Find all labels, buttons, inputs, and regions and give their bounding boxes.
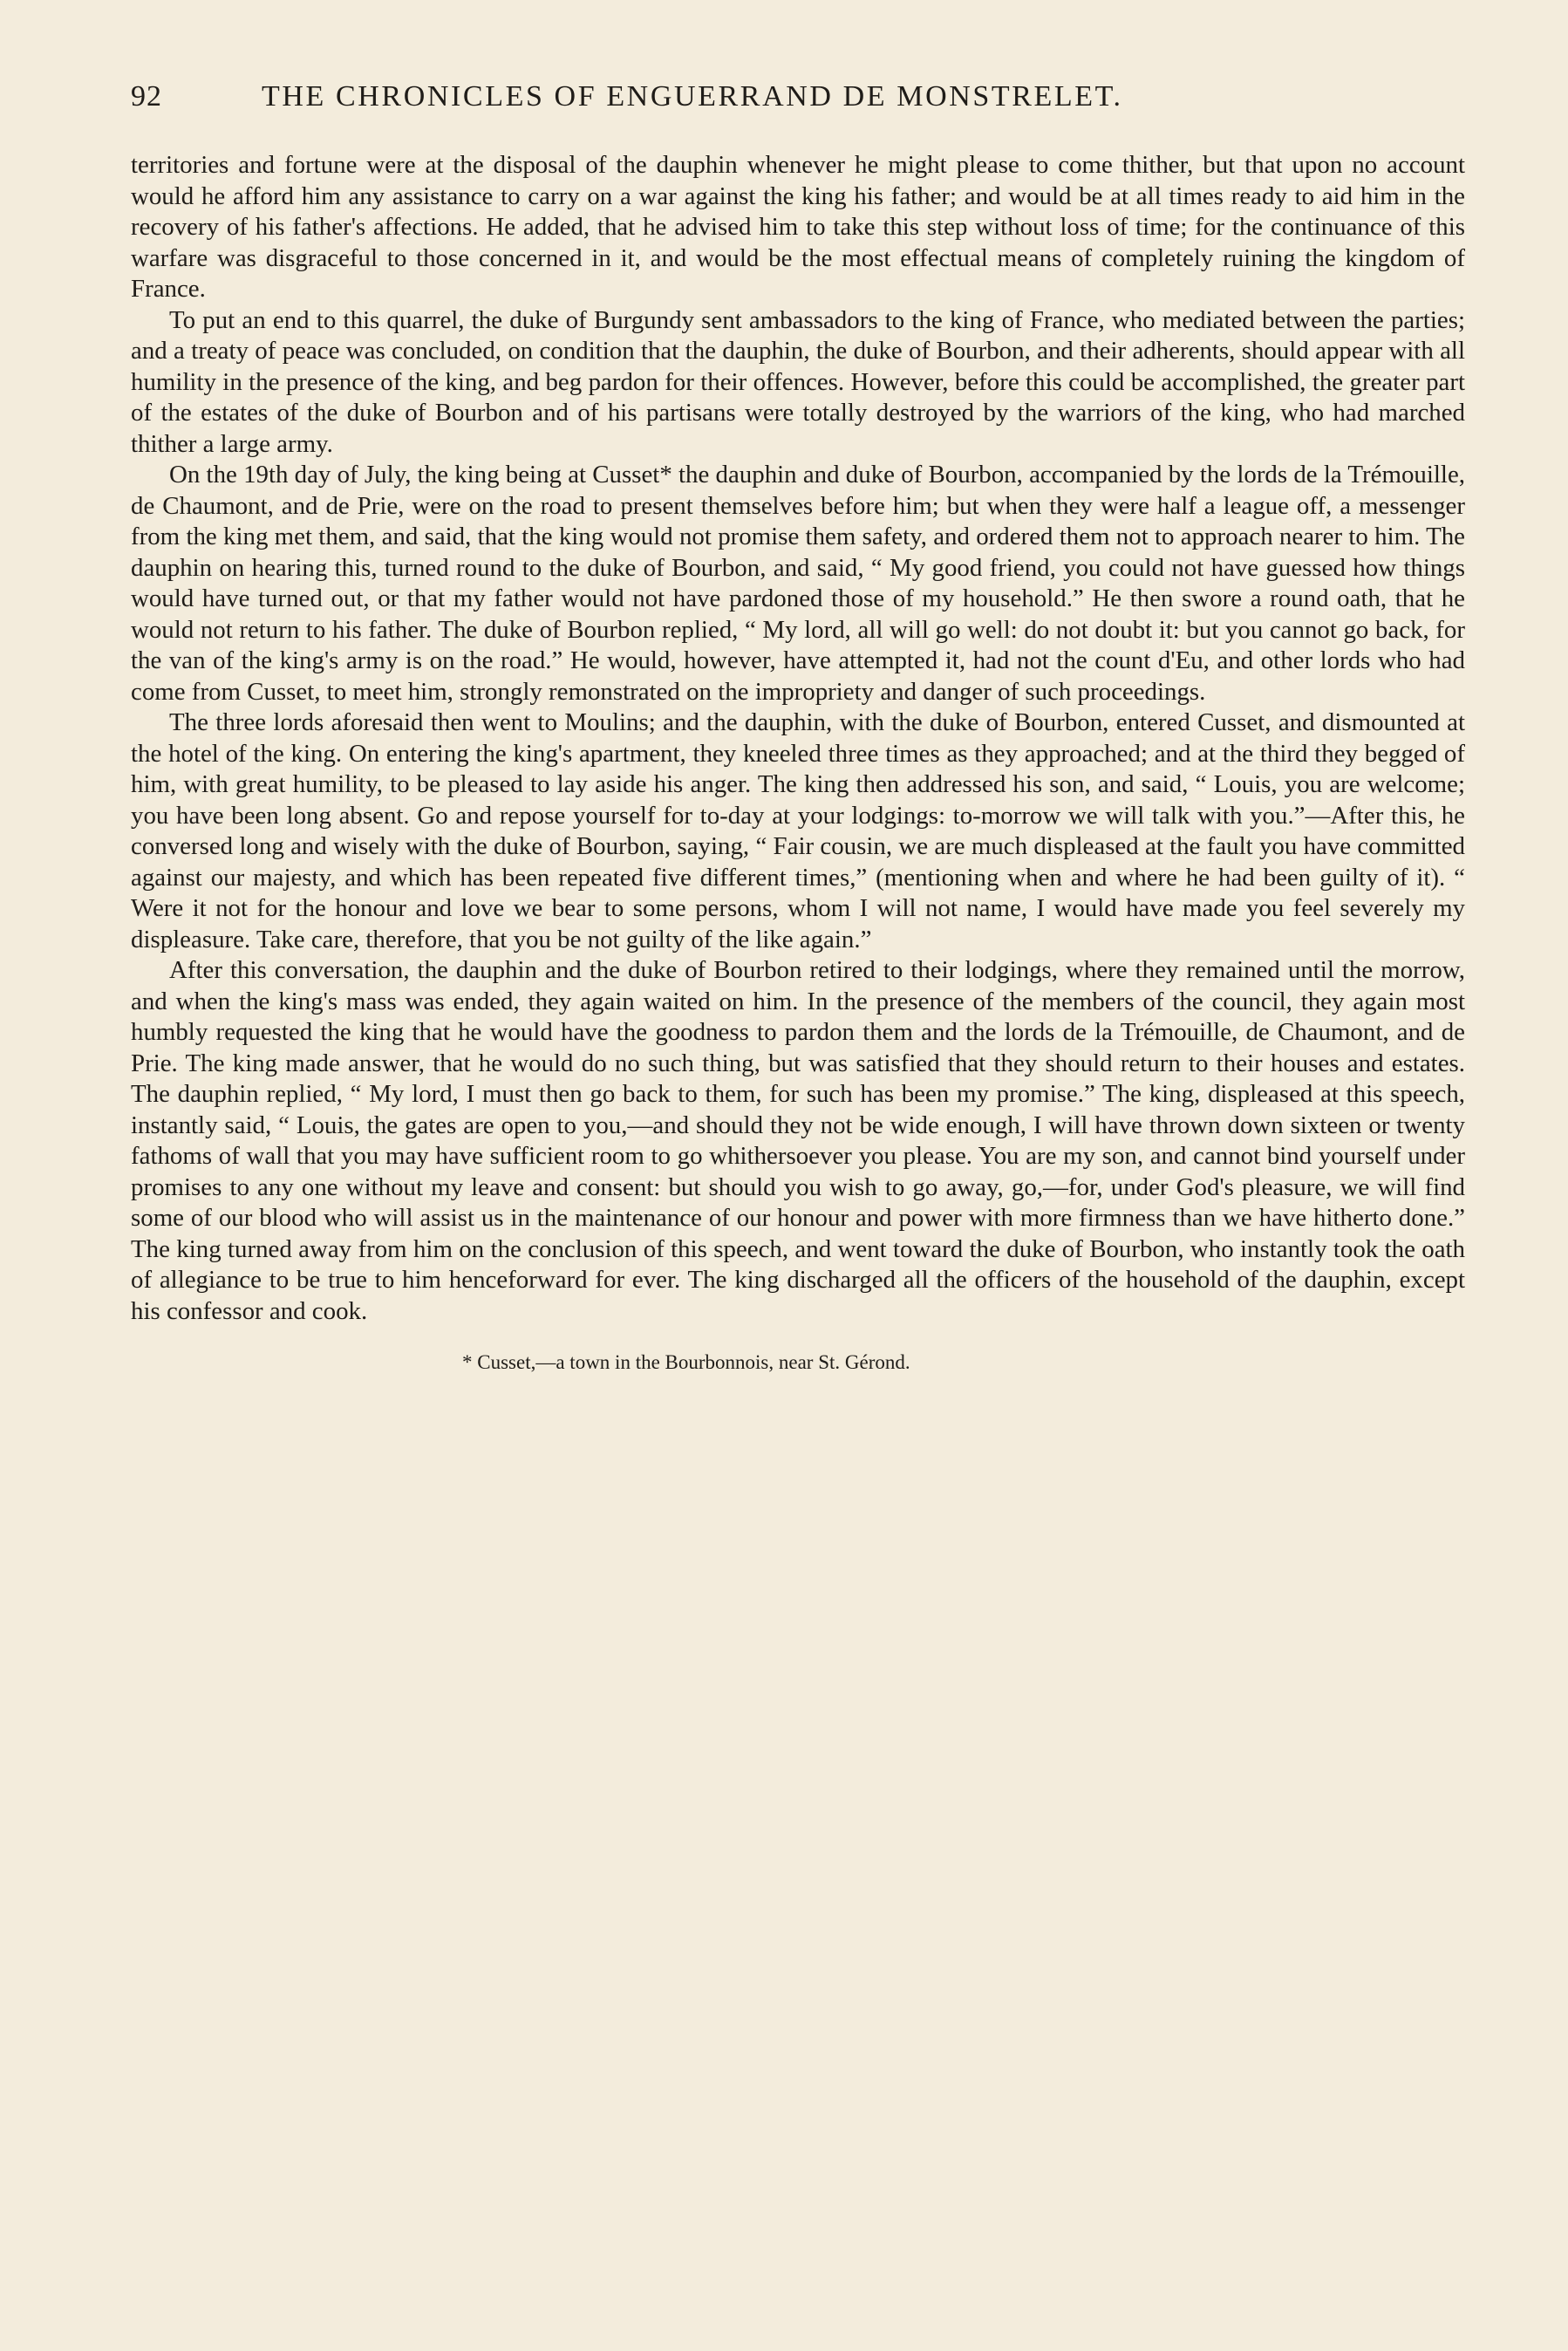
body-text — [131, 150, 1465, 1327]
paragraph-4: The three lords aforesaid then went to Moulins; and the dauphin, with the duke of Bourbon, entered Cusset, and dismounted at the hotel of the king. On entering the king's apartment, they kneeled three times as they approached; and at the third they begged of him, with great humility, to be pleased to lay aside his anger. The king then addressed his son, and said, “ Louis, you are welcome; you have been long absent. Go and repose yourself for to-day at your lodgings: to-morrow we will talk with you.”—After this, he conversed long and wisely with the duke of Bourbon, saying, “ Fair cousin, we are much displeased at the fault you have committed against our majesty, and which has been repeated five different times,” (mentioning when and where he had been guilty of it). “ Were it not for the honour and love we bear to some persons, whom I will not name, I would have made you feel severely my displeasure. Take care, therefore, that you be not guilty of the like again.” — [131, 708, 1465, 953]
book-page — [131, 80, 1465, 2296]
page-number: 92 — [131, 80, 162, 113]
paragraph-2: To put an end to this quarrel, the duke of Burgundy sent ambassadors to the king of France, who mediated between the parties; and a treaty of peace was concluded, on condition that the dauphin, the duke of Bourbon, and their adherents, should appear with all humility in the presence of the king, and beg pardon for their offences. However, before this could be accomplished, the greater part of the estates of the duke of Bourbon and of his partisans were totally destroyed by the warriors of the king, who had marched thither a large army. — [131, 305, 1465, 458]
footnote: * Cusset,—a town in the Bourbonnois, near St. Gérond. — [462, 1351, 910, 1373]
running-head — [131, 80, 1465, 133]
paragraph-1: territories and fortune were at the disposal of the dauphin whenever he might please to come thither, but that upon no account would he afford him any assistance to carry on a war against the king his father; and would be at all times ready to aid him in the recovery of his father's affections. He added, that he advised him to take this step without loss of time; for the continuance of this warfare was disgraceful to those concerned in it, and would be the most effectual means of completely ruining the kingdom of France. — [131, 151, 1465, 303]
running-title: THE CHRONICLES OF ENGUERRAND DE MONSTRELET. — [262, 80, 1123, 113]
paragraph-5: After this conversation, the dauphin and the duke of Bourbon retired to their lodgings, where they remained until the morrow, and when the king's mass was ended, they again waited on him. In the presence of the members of the council, they again most humbly requested the king that he would have the goodness to pardon them and the lords de la Trémouille, de Chaumont, and de Prie. The king made answer, that he would do no such thing, but was satisfied that they should return to their houses and estates. The dauphin replied, “ My lord, I must then go back to them, for such has been my promise.” The king, displeased at this speech, instantly said, “ Louis, the gates are open to you,—and should they not be wide enough, I will have thrown down sixteen or twenty fathoms of wall that you may have sufficient room to go whithersoever you please. You are my son, and cannot bind yourself under promises to any one without my leave and consent: but should you wish to go away, go,—for, under God's pleasure, we will find some of our blood who will assist us in the maintenance of our honour and power with more firmness than we have hitherto done.” The king turned away from him on the conclusion of this speech, and went toward the duke of Bourbon, who instantly took the oath of allegiance to be true to him henceforward for ever. The king discharged all the officers of the household of the dauphin, except his confessor and cook. — [131, 956, 1465, 1325]
paragraph-3: On the 19th day of July, the king being at Cusset* the dauphin and duke of Bourbon, accompanied by the lords de la Trémouille, de Chaumont, and de Prie, were on the road to present themselves before him; but when they were half a league off, a messenger from the king met them, and said, that the king would not promise them safety, and ordered them not to approach nearer to him. The dauphin on hearing this, turned round to the duke of Bourbon, and said, “ My good friend, you could not have guessed how things would have turned out, or that my father would not have pardoned those of my household.” He then swore a round oath, that he would not return to his father. The duke of Bourbon replied, “ My lord, all will go well: do not doubt it: but you cannot go back, for the van of the king's army is on the road.” He would, however, have attempted it, had not the count d'Eu, and other lords who had come from Cusset, to meet him, strongly remonstrated on the impropriety and danger of such proceedings. — [131, 461, 1465, 706]
